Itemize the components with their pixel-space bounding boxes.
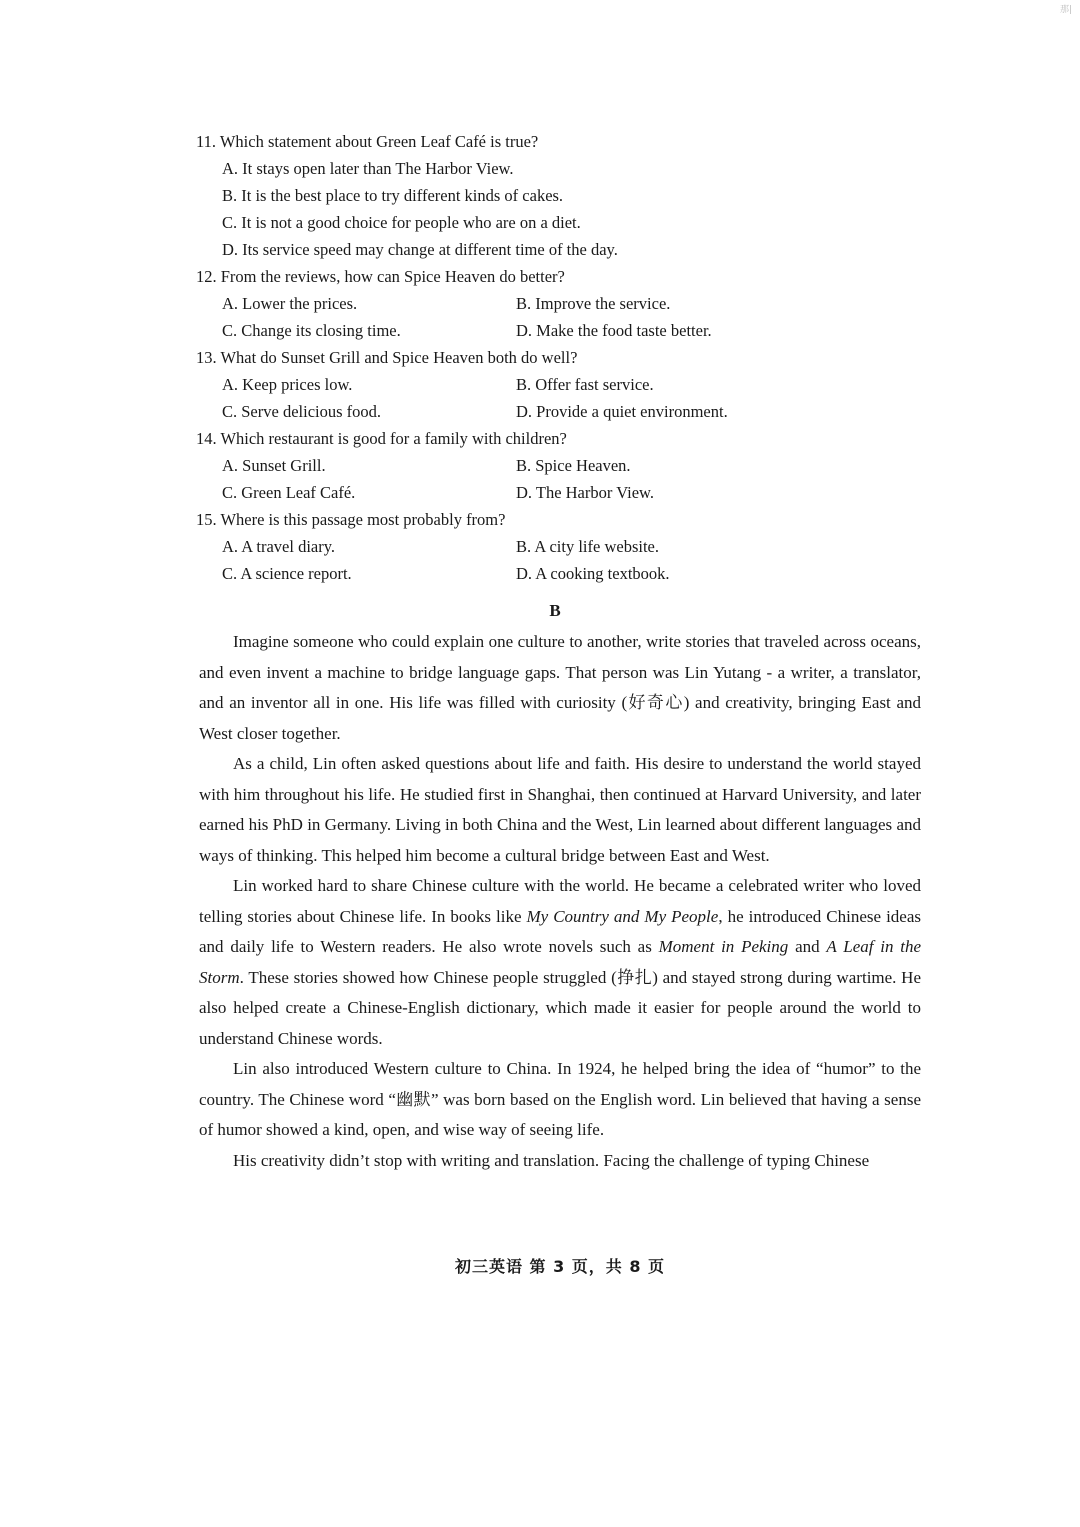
option-row [196, 317, 916, 344]
answer-option: A. Lower the prices. [222, 294, 358, 313]
answer-option: D. Its service speed may change at different time of the day. [222, 240, 618, 259]
passage-paragraph: As a child, Lin often asked questions about life and faith. His desire to understand the world stayed with him throughout his life. He studied first in Shanghai, then continued at Harvard University, and later earned his PhD in Germany. Living in both China and the West, Lin learned about different languages and ways of thinking. This helped him become a cultural bridge between East and West. [199, 754, 921, 865]
book-title: My Country and My People [526, 906, 719, 926]
answer-option: A. A travel diary. [222, 537, 336, 556]
option-row [196, 479, 916, 506]
answer-option: C. It is not a good choice for people who are on a diet. [222, 213, 581, 232]
question-14 [196, 425, 916, 506]
answer-option: A. Keep prices low. [222, 375, 353, 394]
answer-option: D. Make the food taste better. [516, 321, 712, 340]
answer-option: C. Green Leaf Café. [222, 483, 356, 502]
answer-option: C. A science report. [222, 564, 352, 583]
answer-option: B. A city life website. [516, 537, 659, 556]
answer-option: D. Provide a quiet environment. [516, 402, 728, 421]
answer-option: B. It is the best place to try different kinds of cakes. [222, 186, 564, 205]
question-13 [196, 344, 916, 425]
answer-option: C. Serve delicious food. [222, 402, 382, 421]
passage-paragraph: Lin also introduced Western culture to China. In 1924, he helped bring the idea of “humor” to the country. The Chinese word “幽默” was born based on the English word. Lin believed that having a sense of humor showed a kind, open, and wise way of seeing life. [199, 1059, 921, 1139]
answer-option: A. It stays open later than The Harbor View. [222, 159, 514, 178]
question-15 [196, 506, 916, 587]
section-heading: B [549, 601, 561, 620]
option-row [196, 560, 916, 587]
question-stem: 13. What do Sunset Grill and Spice Heaven both do well? [196, 348, 578, 367]
corner-mark: 那| [1059, 5, 1072, 15]
page-footer: 初三英语 第 3 页，共 8 页 [454, 1257, 666, 1276]
book-title: Moment in Peking [658, 937, 789, 956]
option-row [196, 398, 916, 425]
question-stem: 15. Where is this passage most probably from? [196, 510, 506, 529]
answer-option: A. Sunset Grill. [222, 456, 326, 475]
question-stem: 12. From the reviews, how can Spice Heaven do better? [196, 267, 565, 286]
questions-block [196, 128, 916, 587]
reading-passage [199, 627, 921, 1176]
passage-paragraph: Imagine someone who could explain one culture to another, write stories that traveled across oceans, and even invent a machine to bridge language gaps. That person was Lin Yutang - a writer, a translator, and an inventor all in one. His life was filled with curiosity (好奇心) and creativity, bringing East and West closer together. [199, 632, 921, 743]
passage-paragraph: His creativity didn’t stop with writing and translation. Facing the challenge of typing Chinese [233, 1150, 870, 1170]
answer-option: B. Improve the service. [516, 294, 671, 313]
option-row [196, 452, 916, 479]
option-row [196, 290, 916, 317]
option-row [196, 371, 916, 398]
passage-text: . These stories showed how Chinese people struggled (挣扎) and stayed strong during wartime. He also helped create a Chinese-English dictionary, which made it easier for people around the world to understand Chinese words. [199, 967, 921, 1048]
answer-option: B. Offer fast service. [516, 375, 654, 394]
answer-option: C. Change its closing time. [222, 321, 401, 340]
answer-option: B. Spice Heaven. [516, 456, 631, 475]
answer-option: D. A cooking textbook. [516, 564, 670, 583]
option-row [196, 533, 916, 560]
book-title: A Leaf in the Storm [199, 937, 922, 987]
answer-option: D. The Harbor View. [516, 483, 655, 502]
question-stem: 11. Which statement about Green Leaf Café is true? [196, 132, 539, 151]
passage-text: Lin worked hard to share Chinese culture with the world. He became a celebrated writer who loved telling stories about Chinese life. In books like [199, 876, 921, 926]
passage-paragraph [199, 871, 921, 1054]
question-stem: 14. Which restaurant is good for a family with children? [196, 429, 567, 448]
question-12 [196, 263, 916, 344]
question-11 [196, 128, 916, 263]
passage-text: , he introduced Chinese ideas and daily life to Western readers. He also wrote novels such as [199, 906, 922, 956]
passage-text: and [788, 937, 827, 956]
